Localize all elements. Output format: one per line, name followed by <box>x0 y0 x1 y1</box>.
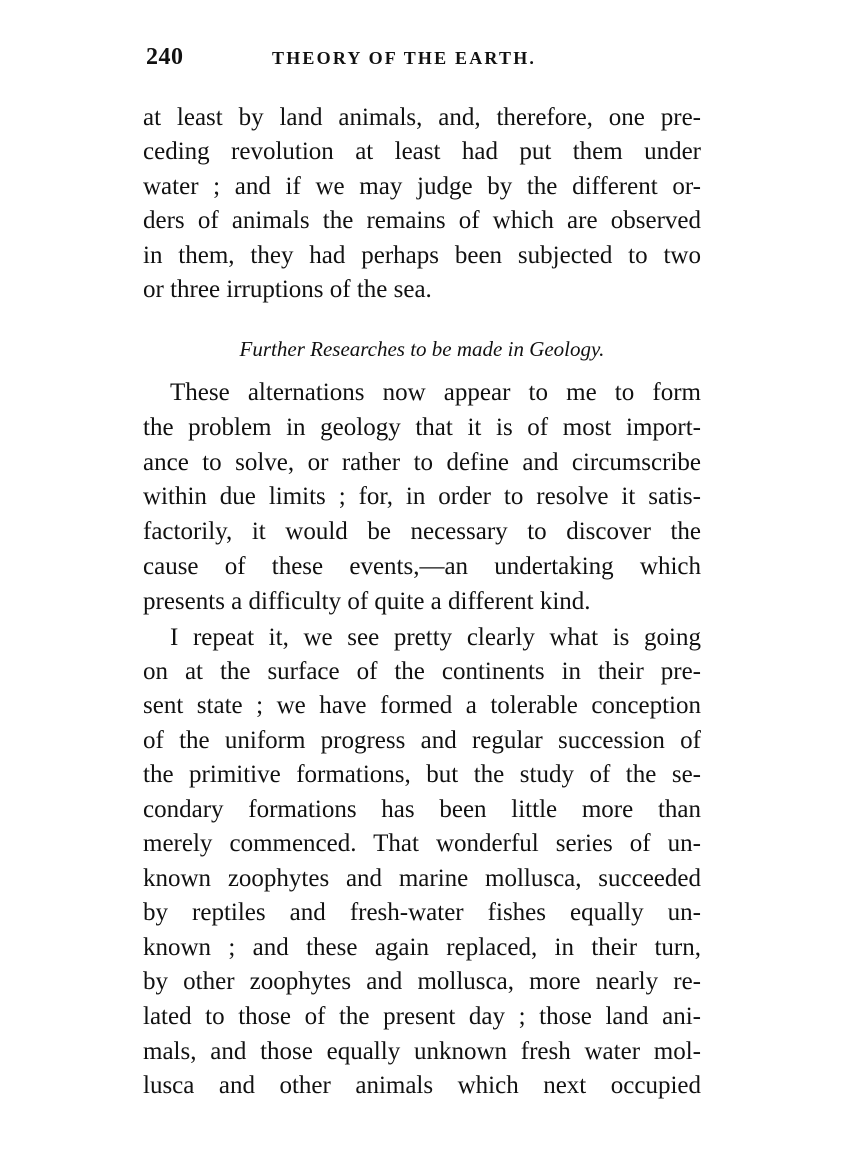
text-line: condary formations has been little more than <box>143 796 701 823</box>
section-subheading: Further Researches to be made in Geology. <box>239 337 605 361</box>
text-line: by other zoophytes and mollusca, more nearly re- <box>143 968 701 995</box>
page-number: 240 <box>146 44 184 70</box>
text-line: in them, they had perhaps been subjected to two <box>143 242 701 269</box>
text-line: by reptiles and fresh-water fishes equally un- <box>143 899 701 926</box>
text-line: lated to those of the present day ; those land ani- <box>143 1003 701 1030</box>
text-line: ders of animals the remains of which are observed <box>143 207 701 234</box>
text-line: known zoophytes and marine mollusca, succeeded <box>143 865 701 892</box>
page-header <box>146 44 706 76</box>
text-line: or three irruptions of the sea. <box>143 276 432 303</box>
text-line: merely commenced. That wonderful series of un- <box>143 830 701 857</box>
running-head: THEORY OF THE EARTH. <box>272 48 537 68</box>
text-line: the primitive formations, but the study of the se- <box>143 761 701 788</box>
text-line: cause of these events,—an undertaking which <box>143 553 701 580</box>
text-line: factorily, it would be necessary to discover the <box>143 518 701 545</box>
text-line: presents a difficulty of quite a different kind. <box>143 588 591 615</box>
text-line: within due limits ; for, in order to resolve it satis- <box>143 483 701 510</box>
text-line: I repeat it, we see pretty clearly what is going <box>170 624 701 651</box>
text-line: on at the surface of the continents in their pre- <box>143 658 701 685</box>
text-line: mals, and those equally unknown fresh water mol- <box>143 1038 701 1065</box>
text-line: sent state ; we have formed a tolerable conception <box>143 692 701 719</box>
text-line: These alternations now appear to me to form <box>170 379 701 406</box>
text-line: the problem in geology that it is of most import- <box>143 414 701 441</box>
text-line: known ; and these again replaced, in their turn, <box>143 934 701 961</box>
text-line: water ; and if we may judge by the different or- <box>143 173 701 200</box>
text-line: ceding revolution at least had put them under <box>143 138 701 165</box>
text-line: ance to solve, or rather to define and circumscribe <box>143 449 701 476</box>
text-line: of the uniform progress and regular succession of <box>143 727 701 754</box>
text-line: lusca and other animals which next occupied <box>143 1072 701 1099</box>
text-line: at least by land animals, and, therefore, one pre- <box>143 104 701 131</box>
